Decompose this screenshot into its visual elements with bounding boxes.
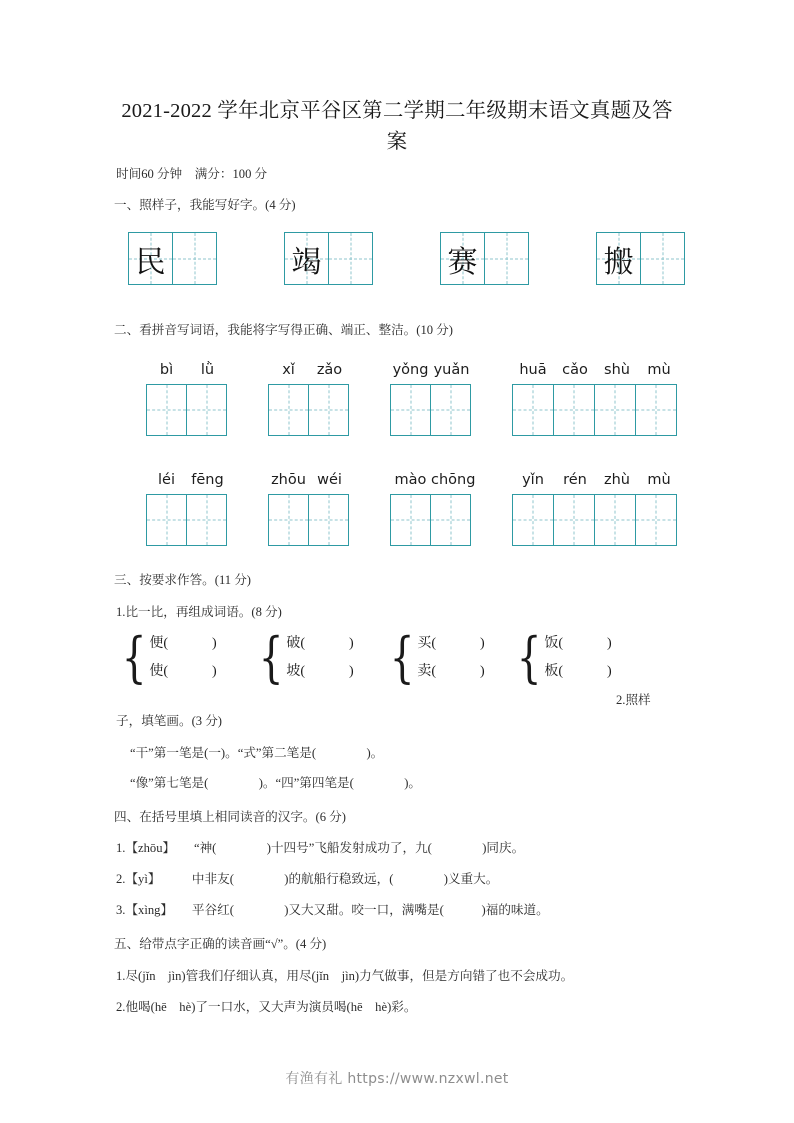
- brace-row-top[interactable]: [417, 630, 484, 658]
- brace-char: 破(: [286, 636, 306, 651]
- write-cell[interactable]: [390, 494, 431, 546]
- brace-rows: [544, 630, 611, 686]
- section-3-sub2-heading-tail: 2.照样: [616, 693, 651, 707]
- model-char: 民: [135, 244, 166, 280]
- pinyin-syllable: rén: [563, 472, 587, 488]
- model-char: 竭: [291, 244, 322, 280]
- brace-row-bottom[interactable]: [149, 658, 216, 686]
- section-2-heading: 二、看拼音写词语，我能将字写得正确、端正、整洁。(10 分): [114, 323, 453, 337]
- pinyin-row-2-group-2: [268, 472, 350, 489]
- brace-char: 卖(: [417, 664, 437, 679]
- write-cell[interactable]: [146, 494, 187, 546]
- brace-char: 饭(: [544, 636, 564, 651]
- char-cell-blank[interactable]: [328, 232, 373, 285]
- char-cell-blank[interactable]: [484, 232, 529, 285]
- write-cell[interactable]: [594, 384, 636, 436]
- write-cell[interactable]: [553, 494, 595, 546]
- exam-meta: 时间60 分钟 满分：100 分: [116, 167, 268, 181]
- brace-close: ): [349, 664, 354, 679]
- brace-char: 买(: [417, 636, 437, 651]
- write-cell[interactable]: [512, 494, 554, 546]
- char-cell-blank[interactable]: [172, 232, 217, 285]
- write-cell[interactable]: [430, 384, 471, 436]
- left-brace-icon: {: [258, 626, 284, 689]
- pinyin-syllable: huā: [519, 362, 547, 378]
- section-5-heading: 五、给带点字正确的读音画“√”。(4 分): [114, 937, 327, 951]
- pinyin-syllable: mào: [394, 472, 427, 488]
- model-char: 搬: [603, 244, 634, 280]
- pinyin-grid-1-2: [268, 384, 349, 436]
- pinyin-syllable: léi: [158, 472, 175, 488]
- section-4-item-1: 1.【zhōu】 “神( )十四号”飞船发射成功了，九( )同庆。: [116, 841, 525, 855]
- char-cell-model: [128, 232, 173, 285]
- brace-char: 便(: [149, 636, 169, 651]
- pinyin-syllable: bì: [159, 362, 174, 378]
- left-brace-icon: {: [516, 626, 542, 689]
- left-brace-icon: {: [121, 626, 147, 689]
- brace-rows: [417, 630, 484, 686]
- pinyin-row-1-group-2: [268, 362, 350, 379]
- brace-group-4: [512, 626, 612, 689]
- pinyin-syllable: yuǎn: [433, 362, 470, 378]
- pinyin-syllable: yǒng: [392, 362, 429, 378]
- write-cell[interactable]: [390, 384, 431, 436]
- model-char: 赛: [447, 244, 478, 280]
- brace-close: ): [607, 664, 612, 679]
- write-cell[interactable]: [308, 384, 349, 436]
- brace-close: ): [607, 636, 612, 651]
- write-cell[interactable]: [268, 384, 309, 436]
- pinyin-row-2-group-4: [512, 472, 680, 489]
- section-4-item-2: 2.【yì】 中非友( )的航船行稳致远，( )义重大。: [116, 872, 499, 886]
- pinyin-syllable: xǐ: [282, 362, 295, 378]
- pinyin-syllable: mù: [647, 362, 671, 378]
- pinyin-row-2-group-1: [146, 472, 228, 489]
- brace-rows: [149, 630, 216, 686]
- section-3-sub1-heading: 1.比一比，再组成词语。(8 分): [116, 605, 282, 619]
- pinyin-grid-2-4: [512, 494, 677, 546]
- brace-close: ): [349, 636, 354, 651]
- write-cell[interactable]: [268, 494, 309, 546]
- pinyin-syllable: lǜ: [200, 362, 215, 378]
- pinyin-syllable: fēng: [191, 472, 224, 488]
- section-4-heading: 四、在括号里填上相同读音的汉字。(6 分): [114, 810, 346, 824]
- char-cell-model: [284, 232, 329, 285]
- stroke-question-2: “像”第七笔是( )。“四”第四笔是( )。: [130, 776, 422, 790]
- brace-row-bottom[interactable]: [417, 658, 484, 686]
- char-cell-model: [440, 232, 485, 285]
- page-title: 2021-2022 学年北京平谷区第二学期二年级期末语文真题及答案: [121, 100, 673, 153]
- brace-group-3: [385, 626, 485, 689]
- brace-rows: [286, 630, 353, 686]
- brace-close: ): [212, 636, 217, 651]
- brace-row-bottom[interactable]: [286, 658, 353, 686]
- char-cell-blank[interactable]: [640, 232, 685, 285]
- write-cell[interactable]: [635, 494, 677, 546]
- char-grid-4: [596, 232, 685, 285]
- section-4-item-3: 3.【xìng】 平谷红( )又大又甜。咬一口，满嘴是( )福的味道。: [116, 903, 549, 917]
- write-cell[interactable]: [430, 494, 471, 546]
- pinyin-syllable: yǐn: [522, 472, 544, 488]
- write-cell[interactable]: [186, 494, 227, 546]
- pinyin-grid-1-3: [390, 384, 471, 436]
- brace-row-top[interactable]: [286, 630, 353, 658]
- pinyin-syllable: zhōu: [271, 472, 306, 488]
- pinyin-syllable: zhù: [604, 472, 630, 488]
- write-cell[interactable]: [553, 384, 595, 436]
- char-grid-1: [128, 232, 217, 285]
- pinyin-grid-2-1: [146, 494, 227, 546]
- footer-watermark: 有渔有礼 https://www.nzxwl.net: [285, 1071, 509, 1087]
- pinyin-row-2-group-3: [390, 472, 476, 489]
- char-grid-2: [284, 232, 373, 285]
- brace-close: ): [480, 636, 485, 651]
- stroke-question-1: “干”第一笔是(一)。“式”第二笔是( )。: [130, 746, 384, 760]
- pinyin-syllable: cǎo: [562, 362, 588, 378]
- left-brace-icon: {: [389, 626, 415, 689]
- brace-char: 板(: [544, 664, 564, 679]
- char-grid-3: [440, 232, 529, 285]
- pinyin-grid-1-1: [146, 384, 227, 436]
- write-cell[interactable]: [308, 494, 349, 546]
- brace-group-2: [254, 626, 354, 689]
- pinyin-syllable: wéi: [317, 472, 342, 488]
- pinyin-syllable: zǎo: [316, 362, 343, 378]
- write-cell[interactable]: [512, 384, 554, 436]
- pinyin-syllable: shù: [604, 362, 630, 378]
- pinyin-row-1-group-3: [390, 362, 472, 379]
- section-3-heading: 三、按要求作答。(11 分): [114, 573, 252, 587]
- brace-row-bottom[interactable]: [544, 658, 611, 686]
- pinyin-syllable: chōng: [431, 472, 476, 488]
- section-5-item-1: 1.尽(jǐn jìn)管我们仔细认真，用尽(jǐn jìn)力气做事，但是方向错了也不会成功。: [116, 969, 574, 983]
- brace-char: 使(: [149, 664, 169, 679]
- pinyin-grid-2-3: [390, 494, 471, 546]
- pinyin-syllable: mù: [647, 472, 671, 488]
- pinyin-grid-2-2: [268, 494, 349, 546]
- write-cell[interactable]: [186, 384, 227, 436]
- section-1-heading: 一、照样子，我能写好字。(4 分): [114, 198, 296, 212]
- brace-close: ): [212, 664, 217, 679]
- section-3-sub2-heading-head: 子，填笔画。(3 分): [116, 714, 222, 728]
- brace-group-1: [117, 626, 217, 689]
- pinyin-row-1-group-4: [512, 362, 680, 379]
- write-cell[interactable]: [635, 384, 677, 436]
- pinyin-row-1-group-1: [146, 362, 228, 379]
- write-cell[interactable]: [594, 494, 636, 546]
- brace-row-top[interactable]: [544, 630, 611, 658]
- brace-char: 坡(: [286, 664, 306, 679]
- brace-row-top[interactable]: [149, 630, 216, 658]
- brace-close: ): [480, 664, 485, 679]
- char-cell-model: [596, 232, 641, 285]
- write-cell[interactable]: [146, 384, 187, 436]
- pinyin-grid-1-4: [512, 384, 677, 436]
- section-5-item-2: 2.他喝(hē hè)了一口水，又大声为演员喝(hē hè)彩。: [116, 1000, 417, 1014]
